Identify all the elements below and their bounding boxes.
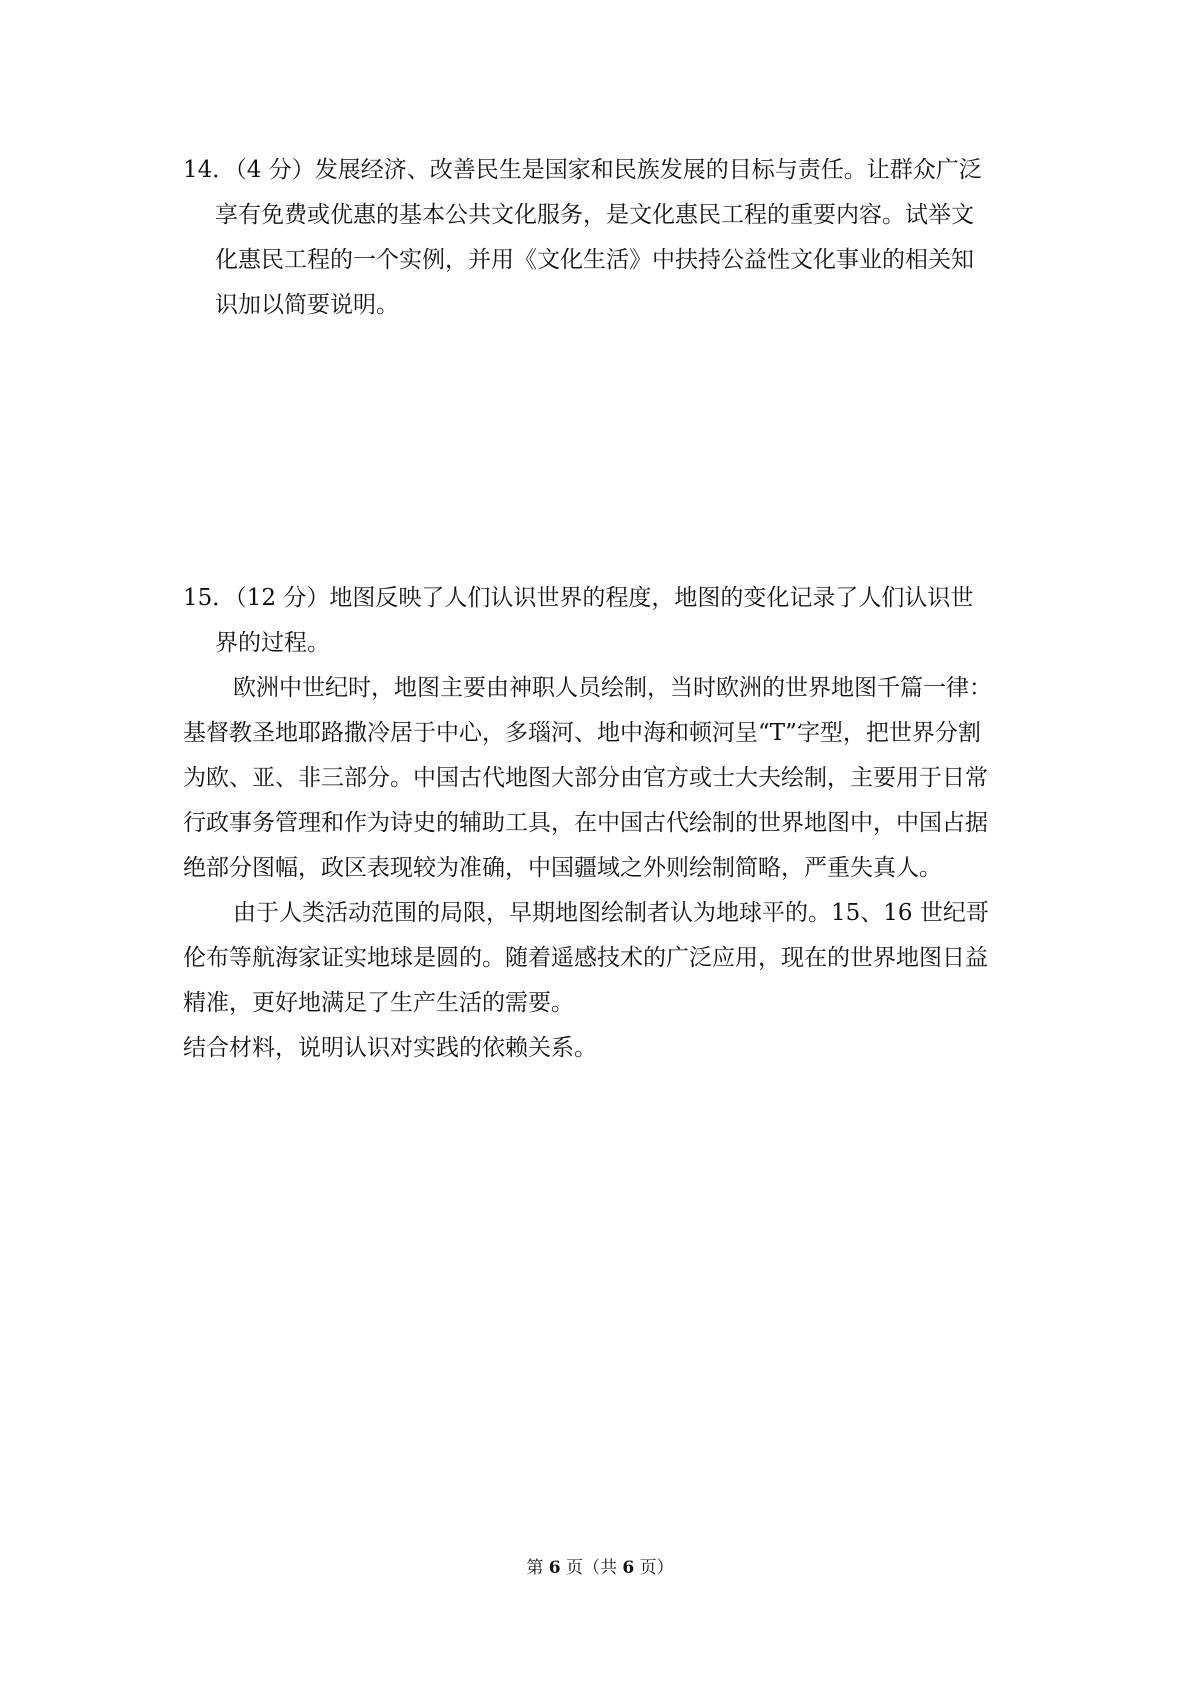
material-paragraph-1 — [183, 666, 1023, 891]
material-line: 基督教圣地耶路撒冷居于中心，多瑙河、地中海和顿河呈“T”字型，把世界分割 — [183, 720, 981, 746]
footer-total-pages: 6 — [622, 1558, 635, 1578]
footer-page-number: 6 — [548, 1558, 561, 1578]
material-line: 欧洲中世纪时，地图主要由神职人员绘制，当时欧洲的世界地图千篇一律： — [233, 675, 992, 701]
footer-prefix: 第 — [526, 1558, 549, 1578]
material-line: 行政事务管理和作为诗史的辅助工具，在中国古代绘制的世界地图中，中国占据 — [183, 810, 988, 836]
question-14-line: 14．（4 分）发展经济、改善民生是国家和民族发展的目标与责任。让群众广泛 — [183, 157, 982, 183]
question-14 — [183, 148, 1023, 328]
material-line: 精准，更好地满足了生产生活的需要。 — [183, 990, 574, 1016]
material-paragraph-2 — [183, 891, 1023, 1026]
question-15-task: 结合材料，说明认识对实践的依赖关系。 — [183, 1035, 597, 1061]
question-15-line: 15．（12 分）地图反映了人们认识世界的程度，地图的变化记录了人们认识世 — [183, 585, 974, 611]
question-14-line: 识加以简要说明。 — [215, 292, 399, 318]
question-15 — [183, 576, 1023, 1071]
page-footer — [0, 1556, 1200, 1580]
question-14-line: 化惠民工程的一个实例，并用《文化生活》中扶持公益性文化事业的相关知 — [215, 247, 974, 273]
material-line: 为欧、亚、非三部分。中国古代地图大部分由官方或士大夫绘制，主要用于日常 — [183, 765, 988, 791]
footer-middle: 页（共 — [560, 1558, 623, 1578]
material-line: 绝部分图幅，政区表现较为准确，中国疆域之外则绘制简略，严重失真人。 — [183, 855, 942, 881]
material-line: 由于人类活动范围的局限，早期地图绘制者认为地球平的。15、16 世纪哥 — [233, 900, 989, 926]
footer-suffix: 页） — [634, 1558, 674, 1578]
material-line: 伦布等航海家证实地球是圆的。随着遥感技术的广泛应用，现在的世界地图日益 — [183, 945, 988, 971]
question-14-line: 享有免费或优惠的基本公共文化服务，是文化惠民工程的重要内容。试举文 — [215, 202, 974, 228]
question-15-line: 界的过程。 — [215, 630, 330, 656]
